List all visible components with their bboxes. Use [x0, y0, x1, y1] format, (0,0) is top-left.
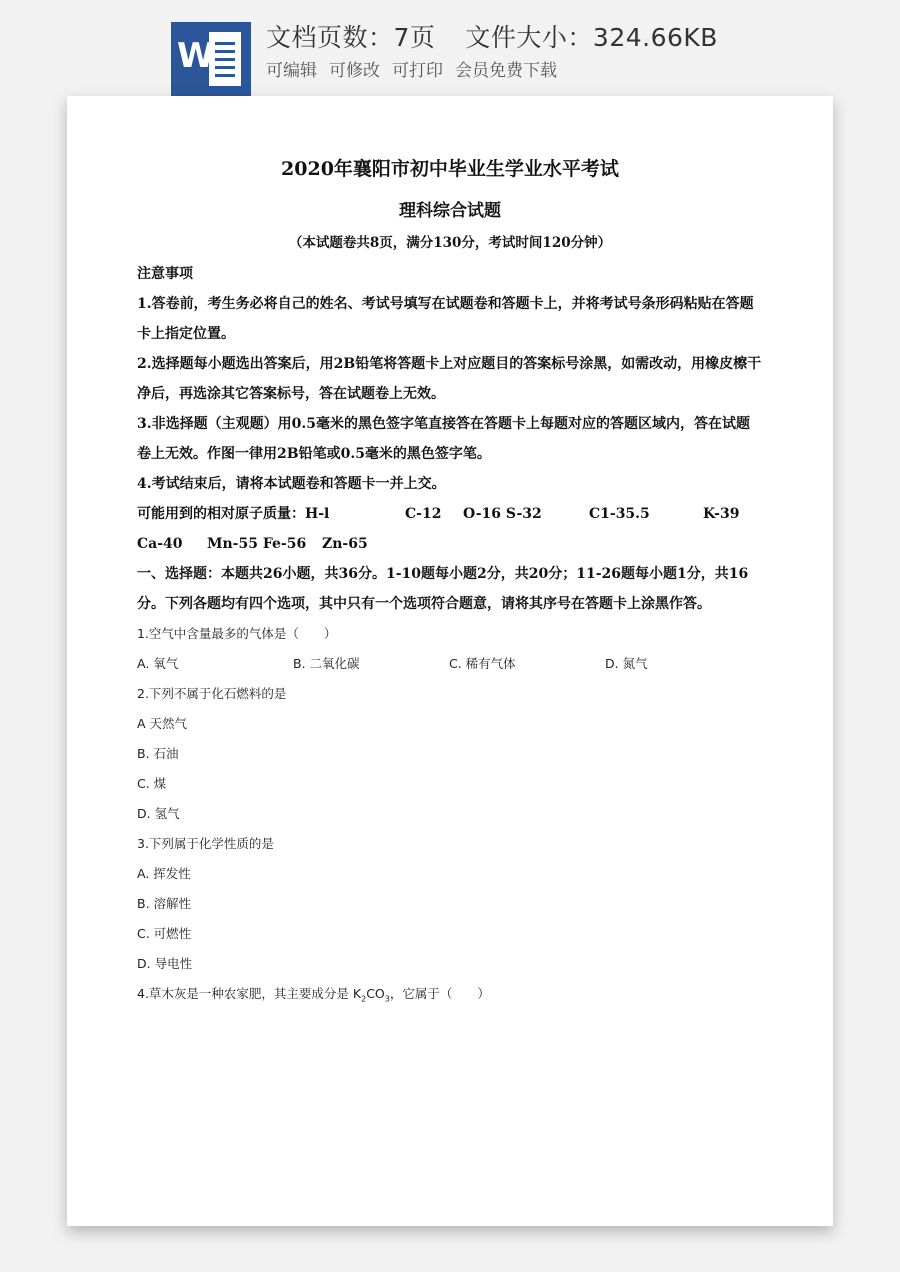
atomic-mass-line-2: [137, 529, 763, 559]
feature-editable: 可编辑: [266, 61, 317, 81]
atom-o-s: O-16 S-32: [463, 506, 542, 522]
atom-mn-fe: Mn-55 Fe-56: [207, 536, 307, 552]
rule-2: 2.选择题每小题选出答案后，用2B铅笔将答题卡上对应题目的答案标号涂黑，如需改动，用橡皮檫干净后，再选涂其它答案标号，答在试题卷上无效。: [137, 356, 762, 402]
q2-option-a: A 天然气: [137, 716, 188, 731]
rule-4: 4.考试结束后，请将本试题卷和答题卡一并上交。: [137, 476, 446, 492]
exam-note: （本试题卷共8页，满分130分，考试时间120分钟）: [288, 235, 612, 251]
page-content: [137, 158, 763, 1015]
q4-formula-co: CO: [366, 986, 385, 1001]
q1-option-c: C. 稀有气体: [449, 656, 516, 671]
rule-1: 1.答卷前，考生务必将自己的姓名、考试号填写在试题卷和答题卡上，并将考试号条形码粘贴在答题卡上指定位置。: [137, 296, 754, 342]
feature-modifiable: 可修改: [329, 61, 380, 81]
q3-option-c: C. 可燃性: [137, 926, 192, 941]
q1-option-a: A. 氧气: [137, 656, 179, 671]
exam-title: 2020年襄阳市初中毕业生学业水平考试: [281, 158, 619, 180]
atom-ca: Ca-40: [137, 536, 183, 552]
q2-option-d: D. 氢气: [137, 806, 180, 821]
word-icon: [171, 22, 251, 96]
section-heading: 一、选择题：本题共26小题，共36分。1-10题每小题2分，共20分；11-26题每小题1分，共16分。下列各题均有四个选项，其中只有一个选项符合题意，请将其序号在答题卡上涂黑作答。: [137, 566, 749, 612]
exam-subtitle: 理科综合试题: [399, 201, 501, 221]
question-1-options: [137, 649, 763, 679]
header-banner: [0, 0, 900, 96]
q1-option-d: D. 氮气: [605, 656, 648, 671]
feature-printable: 可打印: [392, 61, 443, 81]
q1-option-b: B. 二氧化碳: [293, 656, 360, 671]
q4-stem-end: ，它属于（ ）: [389, 986, 490, 1001]
q4-stem-start: 4.草木灰是一种农家肥，其主要成分是 K: [137, 986, 362, 1001]
question-1-stem: 1.空气中含量最多的气体是（ ）: [137, 626, 337, 641]
atom-c: C-12: [405, 506, 442, 522]
document-page: [67, 96, 833, 1226]
question-2-stem: 2.下列不属于化石燃料的是: [137, 686, 287, 701]
q2-option-c: C. 煤: [137, 776, 167, 791]
q3-option-b: B. 溶解性: [137, 896, 192, 911]
q3-option-d: D. 导电性: [137, 956, 193, 971]
file-info: [266, 18, 718, 54]
notice-heading: 注意事项: [137, 266, 193, 282]
q3-option-a: A. 挥发性: [137, 866, 191, 881]
q2-option-b: B. 石油: [137, 746, 179, 761]
feature-list: [266, 56, 569, 81]
atom-cl: C1-35.5: [589, 506, 650, 522]
atom-k: K-39: [703, 506, 740, 522]
atomic-mass-prefix: 可能用到的相对原子质量：H-l: [137, 506, 330, 522]
atomic-mass-line-1: [137, 499, 763, 529]
atom-zn: Zn-65: [322, 536, 368, 552]
rule-3: 3.非选择题（主观题）用0.5毫米的黑色签字笔直接答在答题卡上每题对应的答题区域内，答在试题卷上无效。作图一律用2B铅笔或0.5毫米的黑色签字笔。: [137, 416, 750, 462]
question-3-stem: 3.下列属于化学性质的是: [137, 836, 274, 851]
q4-subscript-3: 3: [384, 994, 390, 1004]
word-letter: W: [177, 36, 215, 76]
file-size: 文件大小：324.66KB: [465, 23, 718, 52]
feature-member-download: 会员免费下载: [455, 61, 557, 81]
question-4-stem: [137, 979, 763, 1015]
q4-subscript-2: 2: [361, 994, 367, 1004]
page-count: 文档页数：7页: [266, 23, 436, 52]
